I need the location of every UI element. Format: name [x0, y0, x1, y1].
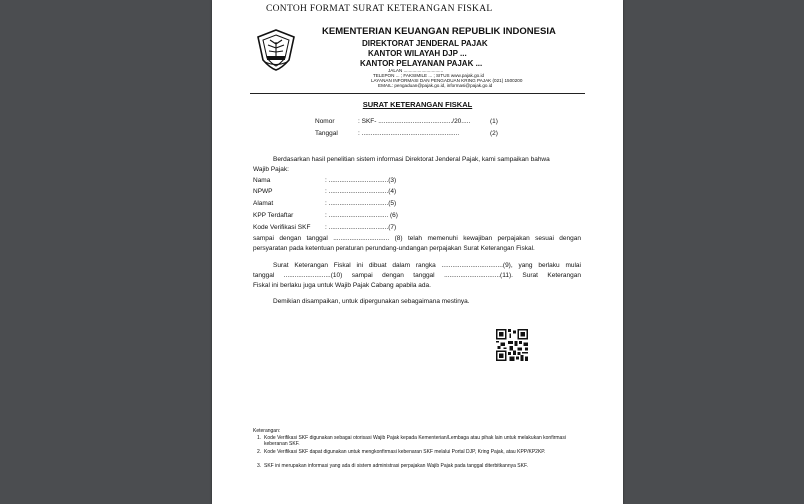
phone-line: TELEPON ... ; FAKSIMILE ... ; SITUS www.pajak.go.id [373, 73, 485, 78]
para2-line-3: Fiskal ini berlaku juga untuk Wajib Pajak Cabang apabila ada. [253, 282, 431, 289]
para1-line-1: sampai dengan tanggal ............................... (8) telah memenuhi kewajiban perpajakan sesuai dengan [253, 235, 581, 242]
address-line: JALAN ............................... [388, 68, 444, 73]
tanggal-label: Tanggal [315, 130, 338, 137]
closing-text: Demikian disampaikan, untuk dipergunakan sebagaimana mestinya. [273, 298, 470, 305]
note-number: 2. [257, 449, 262, 455]
field-value: : .................................(4) [325, 188, 397, 195]
email-line: EMAIL: pengaduan@pajak.go.id, informasi@pajak.go.id [378, 83, 493, 88]
tax-office: KANTOR PELAYANAN PAJAK ... [360, 59, 483, 68]
form-title: CONTOH FORMAT SURAT KETERANGAN FISKAL [266, 4, 493, 14]
para2-line-1: Surat Keterangan Fiskal ini dibuat dalam rangka ..................................(9), yang berlaku mulai [273, 262, 581, 269]
note-number: 1. [257, 435, 262, 441]
intro-line-1: Berdasarkan hasil penelitian sistem informasi Direktorat Jenderal Pajak, kami sampaikan bahwa [273, 156, 550, 163]
intro-line-2: Wajib Pajak: [253, 166, 289, 173]
field-label: Kode Verifikasi SKF [253, 224, 311, 231]
field-label: Alamat [253, 200, 274, 207]
para1-line-2: persyaratan pada ketentuan peraturan perundang-undangan perpajakan Surat Keterangan Fiskal. [253, 245, 535, 252]
nomor-ref: (1) [490, 118, 498, 125]
ministry-emblem-icon [252, 26, 300, 72]
directorate-name: DIREKTORAT JENDERAL PAJAK [362, 39, 488, 48]
tanggal-ref: (2) [490, 130, 498, 137]
field-label: NPWP [253, 188, 273, 195]
field-value: : .................................(3) [325, 177, 397, 184]
qr-code-icon [496, 328, 528, 362]
notes-heading: Keterangan: [253, 428, 281, 434]
ministry-name: KEMENTERIAN KEUANGAN REPUBLIK INDONESIA [322, 26, 556, 37]
document-title: SURAT KETERANGAN FISKAL [362, 100, 473, 109]
field-label: Nama [253, 177, 271, 184]
note-text: Kode Verifikasi SKF digunakan sebagai otorisasi Wajib Pajak kepada Kementerian/Lembaga atau pihak lain untuk melakukan konfirmasi keberanan SKF. [264, 435, 566, 447]
field-label: KPP Terdaftar [253, 212, 294, 219]
note-number: 3. [257, 463, 262, 469]
document-page [212, 0, 623, 504]
info-line: LAYANAN INFORMASI DAN PENGADUAN KRING PAJAK (021) 1500200 [371, 78, 523, 83]
note-text: Kode Verifikasi SKF dapat digunakan untuk mengkonfirmasi kebenaran SKF melalui Portal DJP, Kring Pajak, atau KPP/KP2KP. [264, 449, 546, 455]
field-value: : .................................(7) [325, 224, 397, 231]
field-value: : .................................(5) [325, 200, 397, 207]
header-divider [250, 93, 585, 94]
nomor-value: : SKF- ........................................./20..... [358, 118, 471, 125]
field-value: : ................................. (6) [325, 212, 398, 219]
regional-office: KANTOR WILAYAH DJP ... [368, 49, 467, 58]
tanggal-value: : ...................................................... [358, 130, 460, 137]
para2-line-2: tanggal ..........................(10) sampai dengan tanggal ...............................(11). Surat Keterangan [253, 272, 581, 279]
note-text: SKF ini merupakan informasi yang ada di sistem administrasi perpajakan Wajib Pajak pada tanggal diterbitkannya SKF. [264, 463, 528, 469]
nomor-label: Nomor [315, 118, 335, 125]
